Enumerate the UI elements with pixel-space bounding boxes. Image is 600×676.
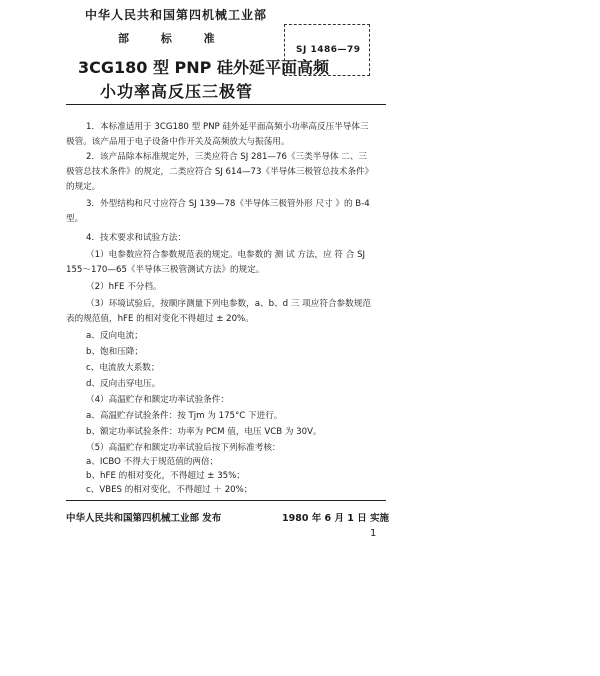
body-line: 2．该产品除本标准规定外，三类应符合 SJ 281—76《三类半导体 二、三 <box>86 152 368 162</box>
body-line: c、VBES 的相对变化，不得超过 ＋ 20%； <box>86 485 253 495</box>
body-line: （4）高温贮存和额定功率试验条件： <box>86 395 229 405</box>
document-title-line-2: 小功率高反压三极管 <box>100 82 254 101</box>
body-line: d、反向击穿电压。 <box>86 379 161 389</box>
footer-date: 1980 年 6 月 1 日 实施 <box>282 513 390 524</box>
body-line: a、反向电流； <box>86 331 143 341</box>
body-line: b、饱和压降； <box>86 347 144 357</box>
standard-type: 部 标 准 <box>118 32 229 45</box>
body-line: 的规定。 <box>66 182 101 192</box>
footer-rule <box>66 500 386 501</box>
body-line: a、高温贮存试验条件：按 Tjm 为 175°C 下进行。 <box>86 411 283 421</box>
body-line: c、电流放大系数； <box>86 363 160 373</box>
body-line: （2）hFE 不分档。 <box>86 282 162 292</box>
body-line: （3）环境试验后，按顺序测量下列电参数，a、b、d 三 项应符合参数规范 <box>86 299 371 309</box>
body-line: 1．本标准适用于 3CG180 型 PNP 硅外延平面高频小功率高反压半导体三 <box>86 122 369 132</box>
body-line: b、hFE 的相对变化，不得超过 ± 35%； <box>86 471 245 481</box>
standard-code: SJ 1486—79 <box>296 45 361 55</box>
body-line: （5）高温贮存和额定功率试验后按下列标准考核： <box>86 443 281 453</box>
body-line: 4．技术要求和试验方法： <box>86 233 186 243</box>
body-line: b、额定功率试验条件：功率为 PCM 值，电压 VCB 为 30V。 <box>86 427 322 437</box>
ministry-name: 中华人民共和国第四机械工业部 <box>85 8 268 22</box>
body-line: 155～170—65《半导体三极管测试方法》的规定。 <box>66 265 265 275</box>
body-line: 3．外型结构和尺寸应符合 SJ 139—78《半导体三极管外形 尺寸 》的 B-4 <box>86 199 370 209</box>
body-line: a、ICBO 不得大于规范值的两倍； <box>86 457 219 467</box>
body-line: （1）电参数应符合参数规范表的规定。电参数的 测 试 方法，应 符 合 SJ <box>86 250 366 260</box>
body-line: 极管总技术条件》的规定，二类应符合 SJ 614—73《半导体三极管总技术条件》 <box>66 167 374 177</box>
header-rule <box>66 104 386 105</box>
footer-issuer: 中华人民共和国第四机械工业部 发布 <box>66 513 222 524</box>
body-line: 极管。该产品用于电子设备中作开关及高频放大与振荡用。 <box>66 137 290 147</box>
document-title-line-1: 3CG180 型 PNP 硅外延平面高频 <box>78 58 329 77</box>
page-number: 1 <box>370 528 377 539</box>
body-line: 型。 <box>66 214 84 224</box>
body-line: 表的规范值，hFE 的相对变化不得超过 ± 20%。 <box>66 314 254 324</box>
